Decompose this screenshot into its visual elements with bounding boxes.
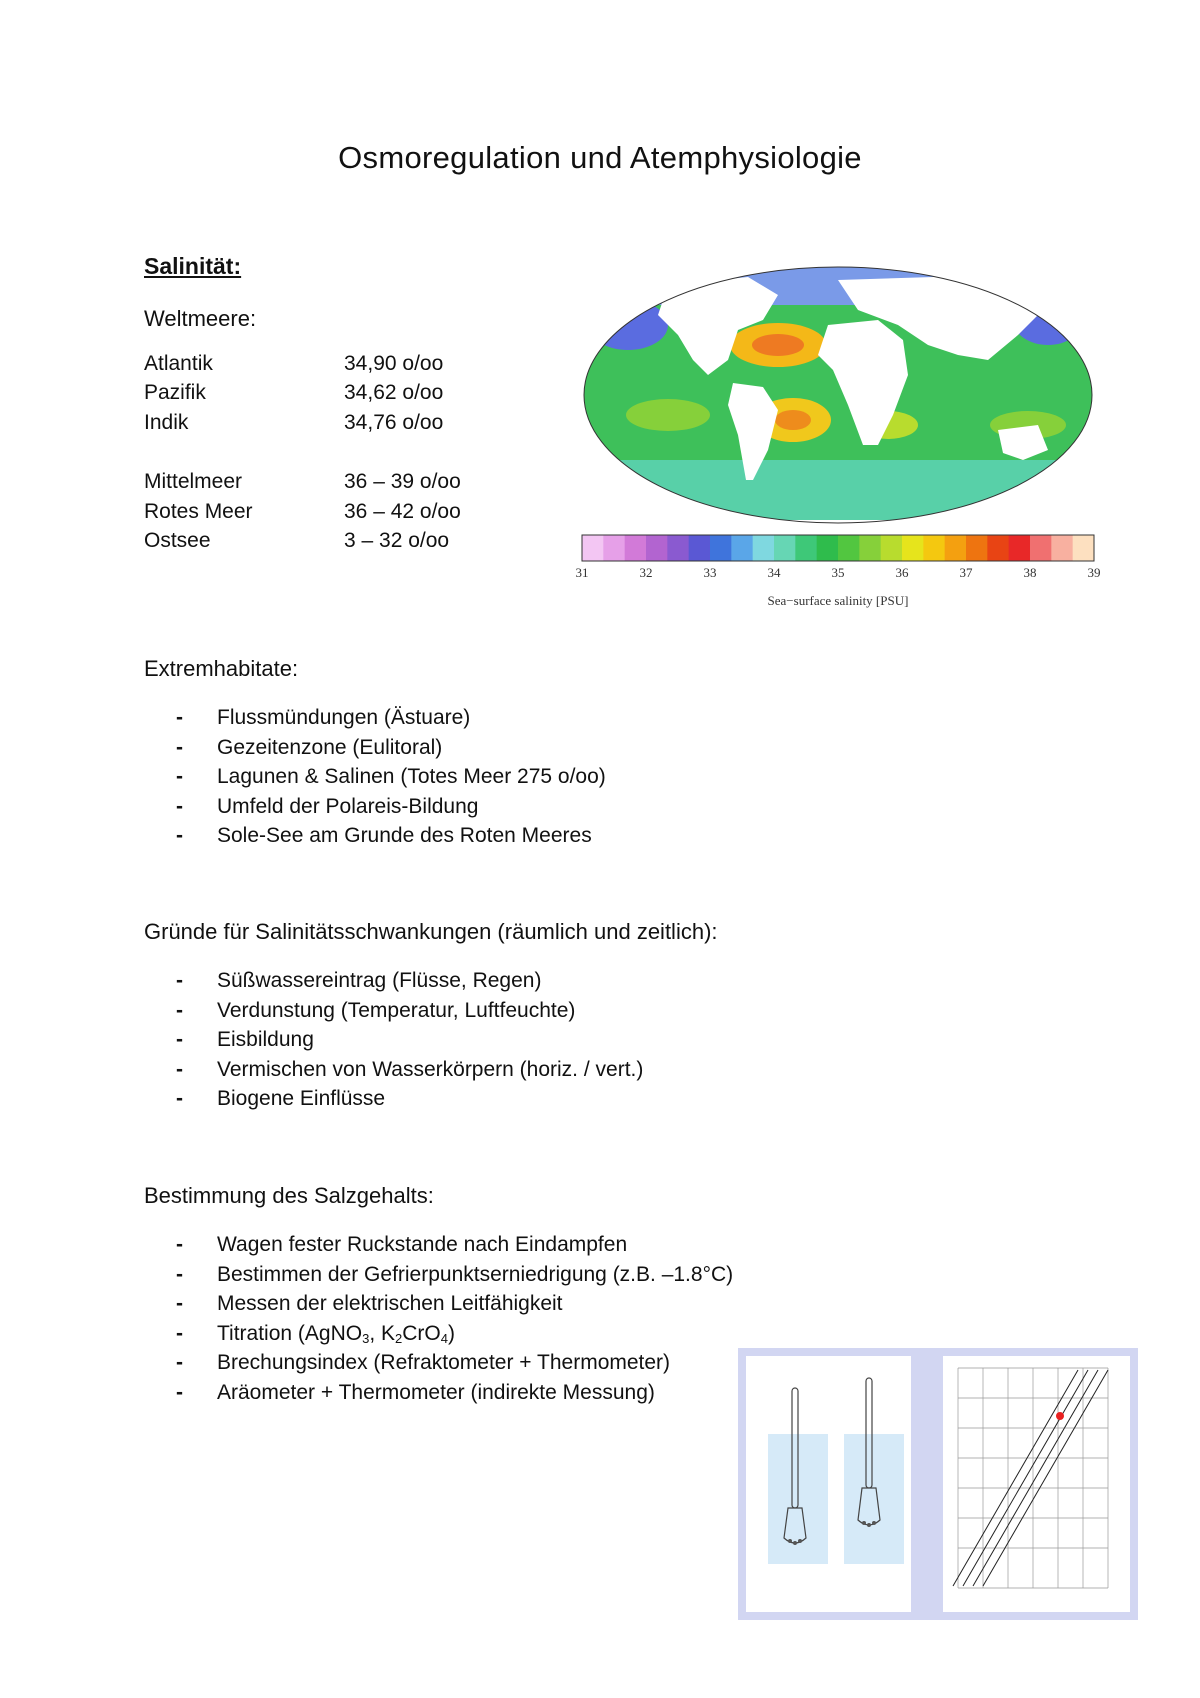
colorbar-swatch — [923, 535, 945, 561]
colorbar-tick-label: 34 — [767, 565, 781, 580]
sea-value: 3 – 32 o/oo — [344, 529, 450, 552]
colorbar-swatch — [966, 535, 988, 561]
list-item: - Biogene Einflüsse — [144, 1084, 643, 1114]
salinity-heading: Salinität: — [144, 253, 242, 279]
ocean-row — [144, 381, 444, 405]
colorbar-swatch — [987, 535, 1009, 561]
colorbar-tick-label: 37 — [959, 565, 973, 580]
list-item: - Vermischen von Wasserkörpern (horiz. / vert.) — [144, 1055, 643, 1085]
titration-suffix: ) — [447, 1321, 455, 1345]
colorbar-swatch — [817, 535, 839, 561]
colorbar-swatch — [795, 535, 817, 561]
sea-row — [144, 470, 461, 494]
list-item: - Lagunen & Salinen (Totes Meer 275 o/oo) — [144, 762, 606, 792]
colorbar-tick-label: 31 — [575, 565, 589, 580]
colorbar-swatch — [774, 535, 796, 561]
list-item: - Bestimmen der Gefrierpunktserniedrigung (z.B. –1.8°C) — [144, 1260, 733, 1290]
colorbar-swatch — [1073, 535, 1095, 561]
ocean-value: 34,76 o/oo — [344, 411, 444, 434]
colorbar-swatch — [1051, 535, 1073, 561]
ocean-value: 34,62 o/oo — [344, 381, 444, 404]
colorbar-tick-label: 39 — [1087, 565, 1101, 580]
list-item: - Süßwassereintrag (Flüsse, Regen) — [144, 966, 643, 996]
extreme-list — [144, 703, 606, 851]
ocean-value: 34,90 o/oo — [344, 352, 444, 375]
colorbar-swatch — [646, 535, 668, 561]
sea-name: Ostsee — [144, 529, 211, 552]
reasons-heading: Gründe für Salinitätsschwankungen (räumlich und zeitlich): — [144, 919, 718, 944]
subscript: 2 — [395, 1330, 403, 1346]
colorbar-tick-label: 38 — [1023, 565, 1037, 580]
ocean-name: Indik — [144, 411, 189, 434]
list-item: - Flussmündungen (Ästuare) — [144, 703, 606, 733]
density-chart-panel — [943, 1356, 1130, 1612]
colorbar-swatch — [881, 535, 903, 561]
list-item: - Verdunstung (Temperatur, Luftfeuchte) — [144, 996, 643, 1026]
list-item — [144, 1319, 733, 1349]
colorbar-swatch — [603, 535, 625, 561]
determination-list — [144, 1230, 733, 1407]
list-item: - Brechungsindex (Refraktometer + Thermometer) — [144, 1348, 733, 1378]
sea-name: Rotes Meer — [144, 500, 253, 523]
list-item: - Eisbildung — [144, 1025, 643, 1055]
colorbar-swatch — [1030, 535, 1052, 561]
ocean-name: Pazifik — [144, 381, 206, 404]
titration-mid: CrO — [402, 1321, 441, 1345]
colorbar-label: Sea−surface salinity [PSU] — [767, 593, 909, 608]
titration-mid: , K — [369, 1321, 396, 1345]
list-item: - Aräometer + Thermometer (indirekte Messung) — [144, 1378, 733, 1408]
colorbar-tick-label: 32 — [639, 565, 653, 580]
determination-heading: Bestimmung des Salzgehalts: — [144, 1183, 434, 1208]
subscript: 3 — [362, 1330, 370, 1346]
sea-name: Mittelmeer — [144, 470, 243, 493]
colorbar-swatch — [731, 535, 753, 561]
page-title: Osmoregulation und Atemphysiologie — [338, 140, 862, 175]
colorbar-tick-label: 35 — [831, 565, 845, 580]
colorbar-tick-label: 36 — [895, 565, 909, 580]
subscript: 4 — [440, 1330, 448, 1346]
reasons-list — [144, 966, 643, 1114]
ocean-surface — [578, 265, 1098, 530]
colorbar-swatch — [1009, 535, 1031, 561]
salinity-colorbar — [582, 535, 1095, 561]
colorbar-swatch — [838, 535, 860, 561]
salinity-world-map — [575, 265, 1101, 610]
list-item: - Gezeitenzone (Eulitoral) — [144, 733, 606, 763]
ocean-name: Atlantik — [144, 352, 213, 375]
list-item: - Wagen fester Ruckstande nach Eindampfen — [144, 1230, 733, 1260]
colorbar-swatch — [689, 535, 711, 561]
colorbar-swatch — [582, 535, 604, 561]
water-column — [844, 1434, 904, 1564]
colorbar-swatch — [859, 535, 881, 561]
colorbar-swatch — [625, 535, 647, 561]
list-item: - Sole-See am Grunde des Roten Meeres — [144, 821, 606, 851]
sea-row — [144, 500, 461, 524]
colorbar-tick-label: 33 — [703, 565, 717, 580]
sea-value: 36 – 39 o/oo — [344, 470, 461, 493]
colorbar-swatch — [710, 535, 732, 561]
colorbar-ticks — [576, 565, 1101, 580]
colorbar-swatch — [945, 535, 967, 561]
reading-marker — [1056, 1412, 1064, 1420]
colorbar-swatch — [753, 535, 775, 561]
list-item: - Messen der elektrischen Leitfähigkeit — [144, 1289, 733, 1319]
colorbar-swatch — [667, 535, 689, 561]
titration-prefix: Titration (AgNO — [217, 1321, 363, 1345]
sea-value: 36 – 42 o/oo — [344, 500, 461, 523]
sea-row — [144, 529, 450, 553]
ocean-row — [144, 352, 444, 376]
ocean-row — [144, 411, 444, 435]
extreme-heading: Extremhabitate: — [144, 656, 299, 681]
hydrometer-figure — [738, 1348, 1138, 1620]
colorbar-swatch — [902, 535, 924, 561]
oceans-heading: Weltmeere: — [144, 306, 257, 331]
list-item: - Umfeld der Polareis-Bildung — [144, 792, 606, 822]
